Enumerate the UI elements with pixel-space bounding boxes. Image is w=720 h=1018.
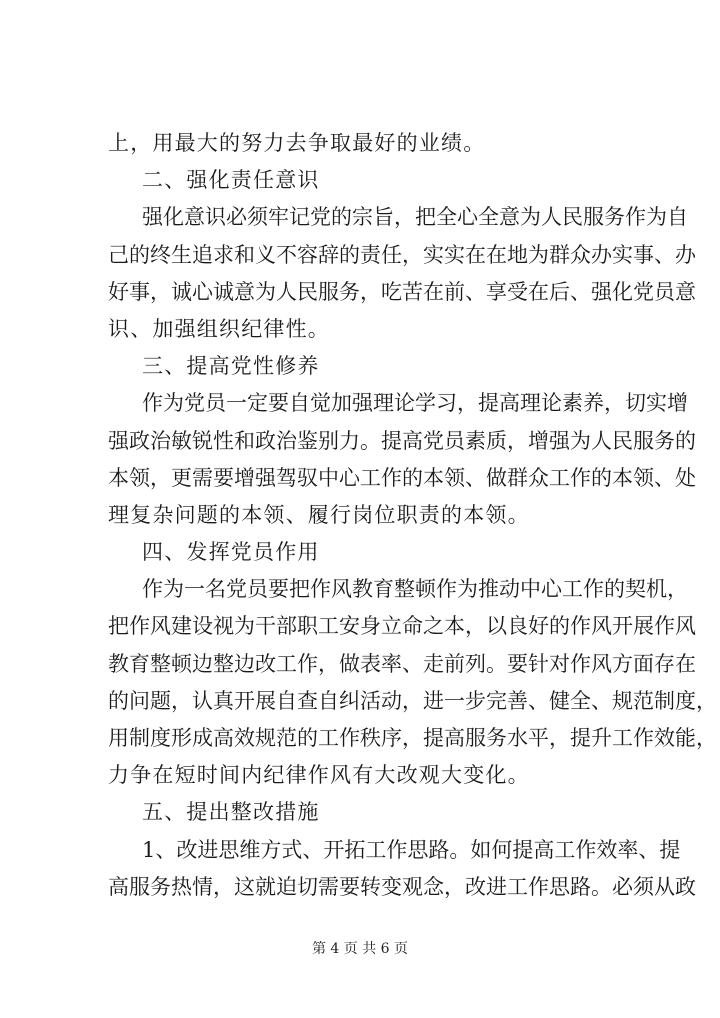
text-line: 的问题，认真开展自查自纠活动，进一步完善、健全、规范制度， [108,688,717,713]
text-line: 己的终生追求和义不容辞的责任，实实在在地为群众办实事、办 [108,242,696,267]
text-line: 好事，诚心诚意为人民服务，吃苦在前、享受在后、强化党员意 [108,279,696,304]
section-heading: 二、强化责任意识 [142,168,320,193]
text-line: 力争在短时间内纪律作风有大改观大变化。 [108,763,530,788]
text-line: 理复杂问题的本领、履行岗位职责的本领。 [108,502,530,527]
section-heading: 四、发挥党员作用 [142,540,320,565]
text-line: 强化意识必须牢记党的宗旨，把全心全意为人民服务作为自 [142,205,688,230]
text-line: 强政治敏锐性和政治鉴别力。提高党员素质，增强为人民服务的 [108,428,696,453]
text-line: 把作风建设视为干部职工安身立命之本，以良好的作风开展作风 [108,614,696,639]
text-line: 上，用最大的努力去争取最好的业绩。 [108,131,486,155]
text-line: 高服务热情，这就迫切需要转变观念，改进工作思路。必须从政 [108,874,696,899]
text-line: 用制度形成高效规范的工作秩序，提高服务水平，提升工作效能， [108,726,717,750]
section-heading: 三、提高党性修养 [142,354,320,379]
text-line: 本领，更需要增强驾驭中心工作的本领、做群众工作的本领、处 [108,465,696,490]
text-line: 作为党员一定要自觉加强理论学习，提高理论素养，切实增 [142,391,688,416]
text-line: 1、改进思维方式、开拓工作思路。如何提高工作效率、提 [142,837,681,862]
text-line: 识、加强组织纪律性。 [108,316,330,341]
section-heading: 五、提出整改措施 [142,800,320,825]
document-body [108,130,717,911]
text-line: 教育整顿边整边改工作，做表率、走前列。要针对作风方面存在 [108,651,696,676]
page-footer: 第 4 页 共 6 页 [311,941,409,957]
text-line: 作为一名党员要把作风教育整顿作为推动中心工作的契机， [142,577,688,602]
